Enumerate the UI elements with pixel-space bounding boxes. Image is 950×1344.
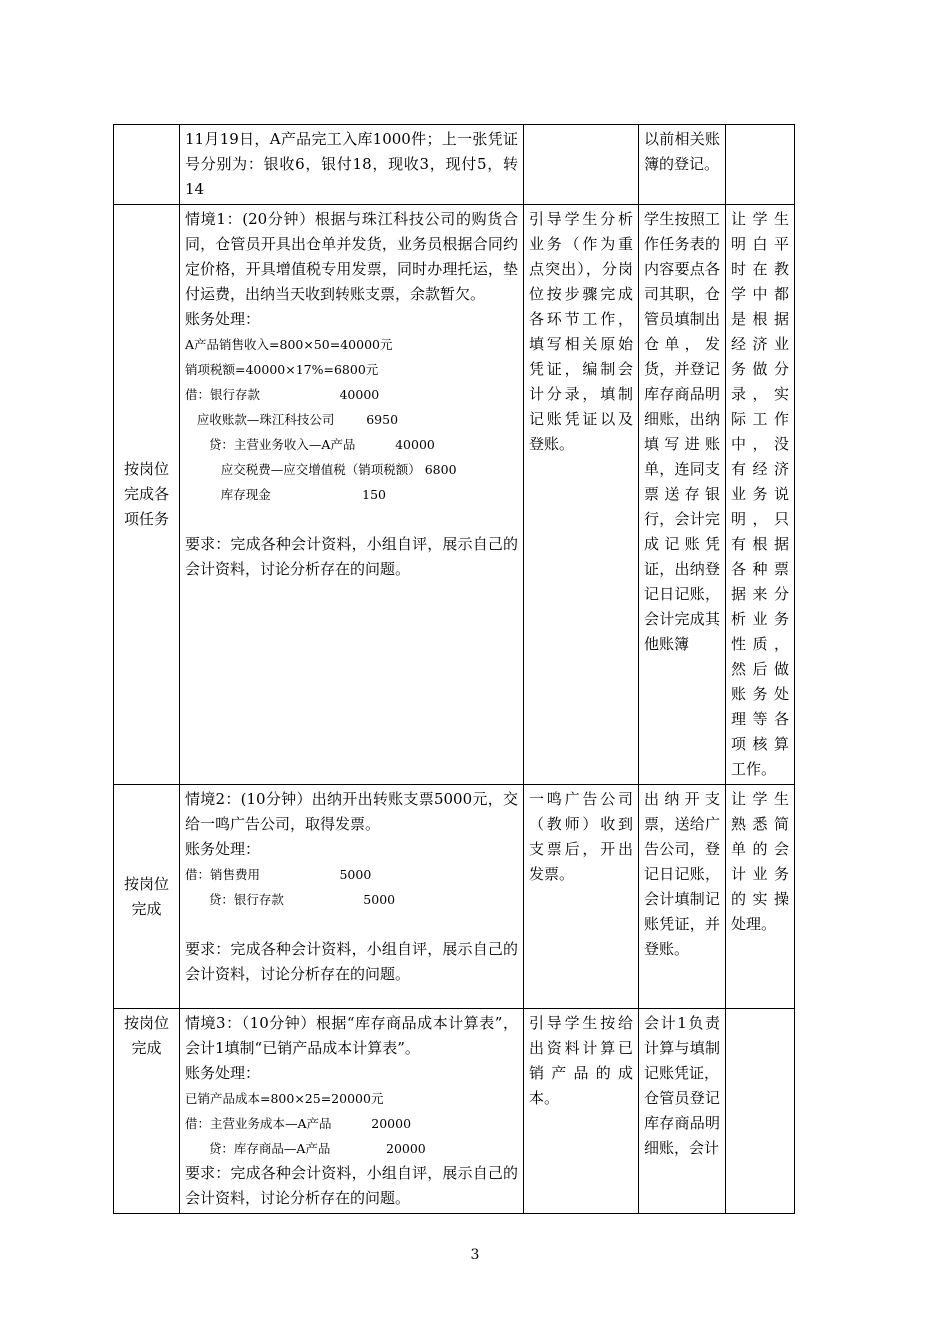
- student-activity-cell: 学生按照工作任务表的内容要点各司其职，仓管员填制出仓单，发货，并登记库存商品明细账，出纳填写进账单，连同支票送存银行，会计完成记账凭证，出纳登记日记账，会计完成其他账簿: [639, 205, 726, 785]
- row-label: 按岗位完成: [114, 785, 180, 1009]
- design-intent-cell: 让学生明白平时在教学中都是根据经济业务做分录，实际工作中，没有经济业务说明，只有根据各种票据来分析业务性质，然后做账务处理等各项核算工作。: [726, 205, 795, 785]
- student-activity-cell: 会计1负责计算与填制记账凭证， 仓管员登记库存商品明细账，会计: [639, 1009, 726, 1214]
- content-cell: [180, 785, 524, 1009]
- scenario-text: 情境2：(10分钟）出纳开出转账支票5000元，交给一鸣广告公司，取得发票。: [185, 790, 518, 833]
- teacher-activity-cell: [524, 125, 639, 205]
- requirement-text: 要求：完成各种会计资料，小组自评，展示自己的会计资料，讨论分析存在的问题。: [185, 1164, 518, 1207]
- design-intent-cell: 让学生熟悉简单的会计业务的实操处理。: [726, 785, 795, 1009]
- content-cell: [180, 205, 524, 785]
- journal-entry-line: 借：银行存款 40000: [185, 387, 380, 402]
- journal-entry-line: 销项税额=40000×17%=6800元: [185, 362, 379, 377]
- teacher-activity-cell: 引导学生分析业务（作为重点突出），分岗位按步骤完成各环节工作，填写相关原始凭证，编制会计分录，填制记账凭证以及登账。: [524, 205, 639, 785]
- journal-entry-line: 已销产品成本=800×25=20000元: [185, 1091, 384, 1106]
- scenario-text: 情境3：（10分钟）根据“库存商品成本计算表”，会计1填制“已销产品成本计算表”。: [185, 1014, 518, 1057]
- teacher-activity-cell: 引导学生按给出资料计算已销产品的成本。: [524, 1009, 639, 1214]
- accounting-heading: 账务处理：: [185, 840, 261, 858]
- student-activity-cell: 出纳开支票，送给广告公司，登记日记账，会计填制记账凭证，并登账。: [639, 785, 726, 1009]
- scenario-text: 情境1：(20分钟）根据与珠江科技公司的购货合同，仓管员开具出仓单并发货，业务员根据合同约定价格，开具增值税专用发票，同时办理托运，垫付运费，出纳当天收到转账支票，余款暂欠。: [185, 210, 518, 303]
- table-row: [114, 785, 795, 1009]
- accounting-heading: 账务处理：: [185, 310, 261, 328]
- table-row: [114, 205, 795, 785]
- content-text: 11月19日，A产品完工入库1000件；上一张凭证号分别为：银收6，银付18，现收3，现付5，转14: [185, 130, 518, 198]
- journal-entry-line: A产品销售收入=800×50=40000元: [185, 337, 393, 352]
- journal-entry-line: 贷：主营业务收入—A产品 40000: [185, 437, 435, 452]
- row-label: 按岗位完成各项任务: [114, 205, 180, 785]
- journal-entry-line: 贷：银行存款 5000: [185, 892, 396, 907]
- lesson-plan-table: [113, 124, 795, 1214]
- journal-entry-line: 借：主营业务成本—A产品 20000: [185, 1116, 412, 1131]
- journal-entry-line: 贷：库存商品—A产品 20000: [185, 1141, 426, 1156]
- requirement-text: 要求：完成各种会计资料，小组自评，展示自己的会计资料，讨论分析存在的问题。: [185, 940, 518, 983]
- table-row: [114, 1009, 795, 1214]
- table-row: [114, 125, 795, 205]
- student-activity-cell: 以前相关账簿的登记。: [639, 125, 726, 205]
- design-intent-cell: [726, 125, 795, 205]
- journal-entry-line: 借：销售费用 5000: [185, 867, 372, 882]
- teacher-activity-cell: 一鸣广告公司（教师）收到支票后，开出发票。: [524, 785, 639, 1009]
- accounting-heading: 账务处理：: [185, 1064, 261, 1082]
- row-label: 按岗位完成: [114, 1009, 180, 1214]
- design-intent-cell: [726, 1009, 795, 1214]
- content-cell: [180, 1009, 524, 1214]
- row-label: [114, 125, 180, 205]
- requirement-text: 要求：完成各种会计资料，小组自评，展示自己的会计资料，讨论分析存在的问题。: [185, 535, 518, 578]
- journal-entry-line: 应交税费—应交增值税（销项税额） 6800: [185, 462, 457, 477]
- journal-entry-line: 库存现金 150: [185, 487, 387, 502]
- page-number: 3: [470, 1247, 480, 1263]
- content-cell: [180, 125, 524, 205]
- journal-entry-line: 应收账款—珠江科技公司 6950: [185, 412, 399, 427]
